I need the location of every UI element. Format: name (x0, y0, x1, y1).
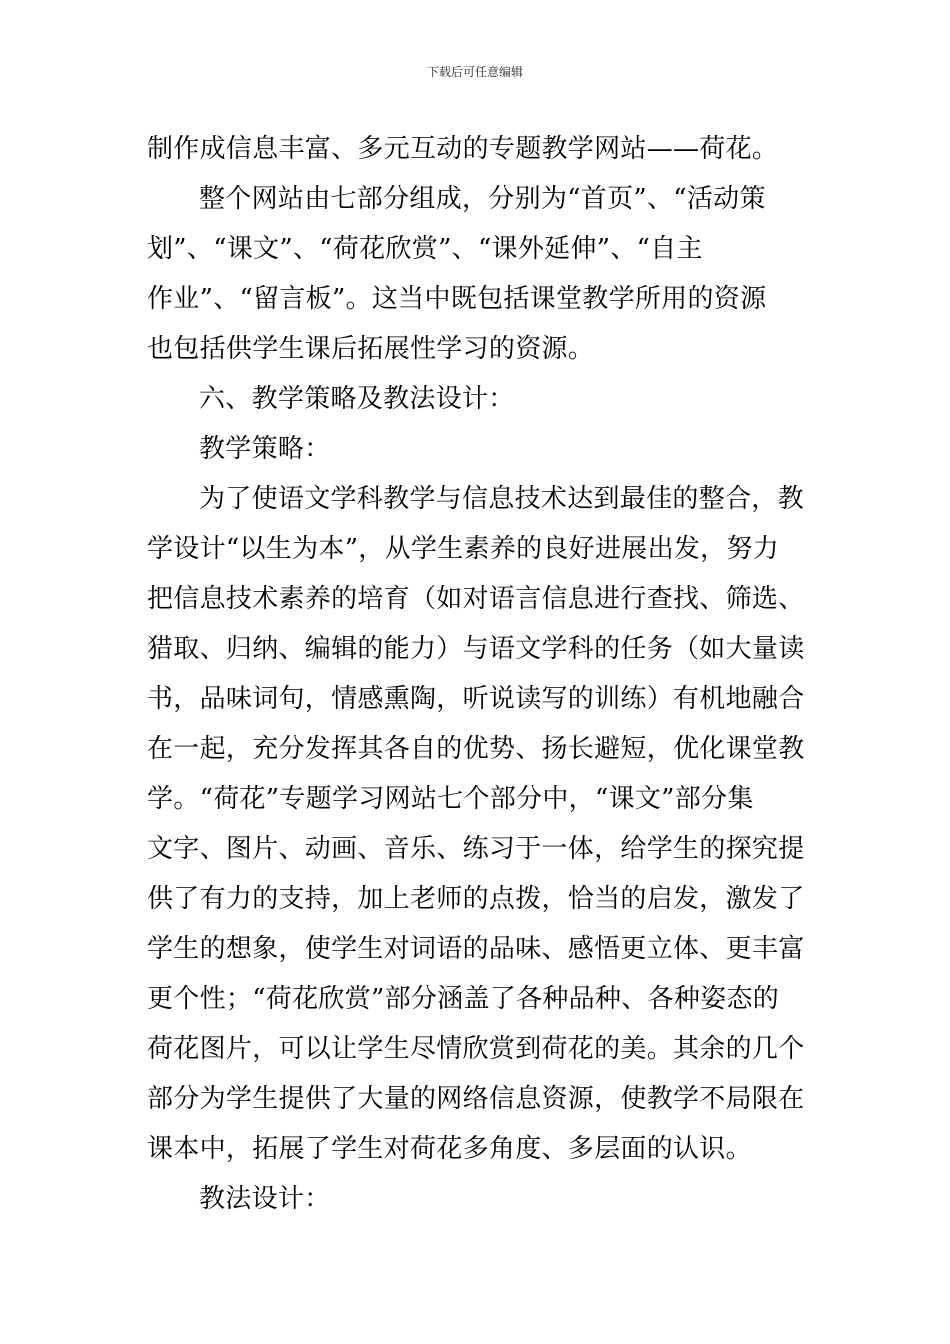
text-line: 把信息技术素养的培育（如对语言信息进行查找、筛选、 (147, 584, 805, 614)
paragraph (147, 474, 807, 1174)
text-line: 教学策略： (199, 434, 331, 464)
text-line: 部分为学生提供了大量的网络信息资源，使教学不局限在 (147, 1084, 805, 1114)
text-line: 在一起，充分发挥其各自的优势、扬长避短，优化课堂教 (147, 734, 805, 764)
document-body (147, 124, 807, 1224)
text-line: 学生的想象，使学生对词语的品味、感悟更立体、更丰富 (147, 934, 805, 964)
subsection-heading (147, 1174, 807, 1224)
section-heading (147, 374, 807, 424)
text-line: 供了有力的支持，加上老师的点拨，恰当的启发，激发了 (147, 884, 805, 914)
text-line: 荷花图片，可以让学生尽情欣赏到荷花的美。其余的几个 (147, 1034, 805, 1064)
page-header: 下载后可任意编辑 (426, 65, 523, 79)
paragraph (147, 124, 807, 174)
text-line: 学。“荷花”专题学习网站七个部分中，“课文”部分集 (147, 784, 754, 814)
text-line: 为了使语文学科教学与信息技术达到最佳的整合，教 (199, 484, 804, 514)
text-line: 课本中，拓展了学生对荷花多角度、多层面的认识。 (147, 1134, 752, 1164)
text-line: 书，品味词句，情感熏陶，听说读写的训练）有机地融合 (147, 684, 805, 714)
text-line: 划”、“课文”、“荷花欣赏”、“课外延伸”、“自主 (147, 234, 703, 264)
text-line: 教法设计： (199, 1184, 331, 1214)
text-line: 猎取、归纳、编辑的能力）与语文学科的任务（如大量读 (147, 634, 805, 664)
text-line: 文字、图片、动画、音乐、练习于一体，给学生的探究提 (147, 834, 805, 864)
subsection-heading (147, 424, 807, 474)
text-line: 整个网站由七部分组成，分别为“首页”、“活动策 (199, 184, 766, 214)
text-line: 也包括供学生课后拓展性学习的资源。 (147, 334, 595, 364)
text-line: 学设计“以生为本”，从学生素养的良好进展出发，努力 (147, 534, 780, 564)
text-line: 六、教学策略及教法设计： (199, 384, 515, 414)
text-line: 更个性；“荷花欣赏”部分涵盖了各种品种、各种姿态的 (147, 984, 780, 1014)
text-line: 作业”、“留言板”。这当中既包括课堂教学所用的资源 (147, 284, 767, 314)
paragraph (147, 174, 807, 374)
text-line: 制作成信息丰富、多元互动的专题教学网站——荷花。 (147, 134, 779, 164)
